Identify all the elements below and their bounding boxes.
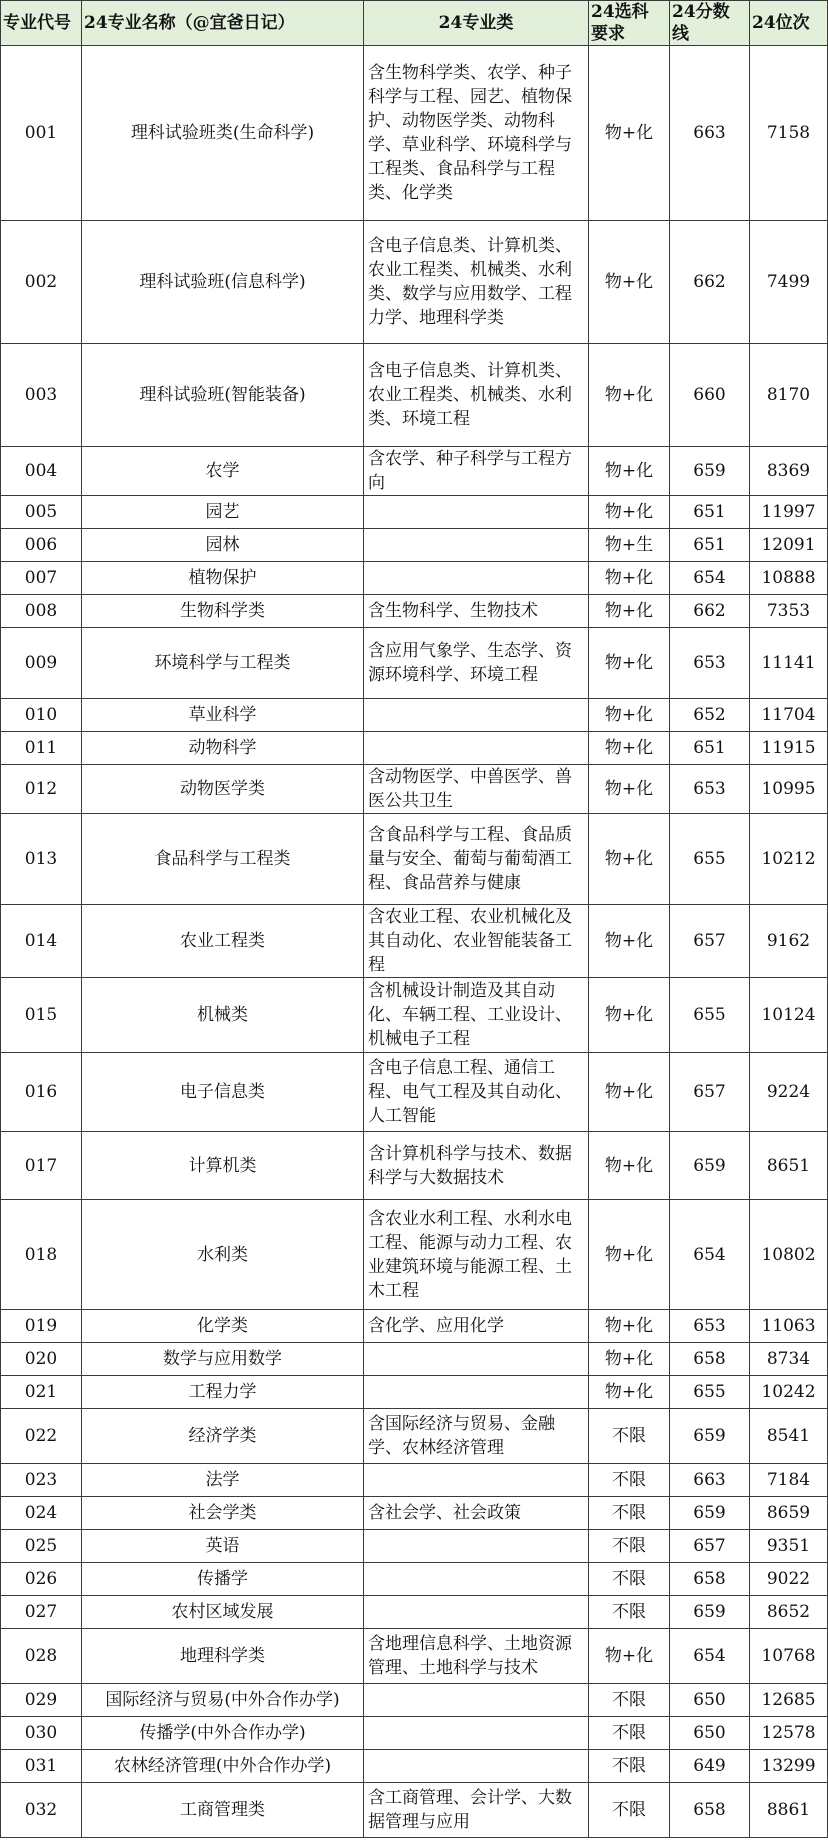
- cell-category: [364, 1717, 589, 1750]
- cell-name: 水利类: [82, 1200, 364, 1310]
- cell-score: 657: [670, 1053, 750, 1132]
- cell-category: [364, 1343, 589, 1376]
- cell-category: [364, 732, 589, 765]
- cell-requirement: 物+化: [589, 344, 670, 447]
- cell-score: 662: [670, 221, 750, 344]
- cell-score: 659: [670, 1132, 750, 1200]
- cell-category: 含地理信息科学、土地资源管理、土地科学与技术: [364, 1629, 589, 1684]
- table-row: [1, 447, 828, 496]
- table-row: [1, 1563, 828, 1596]
- cell-score: 663: [670, 1464, 750, 1497]
- cell-name: 国际经济与贸易(中外合作办学): [82, 1684, 364, 1717]
- cell-score: 651: [670, 496, 750, 529]
- cell-code: 028: [1, 1629, 82, 1684]
- cell-score: 658: [670, 1343, 750, 1376]
- cell-requirement: 物+化: [589, 1132, 670, 1200]
- table-row: [1, 562, 828, 595]
- cell-category: [364, 699, 589, 732]
- cell-rank: 9351: [750, 1530, 828, 1563]
- cell-requirement: 不限: [589, 1409, 670, 1464]
- cell-code: 007: [1, 562, 82, 595]
- cell-rank: 11997: [750, 496, 828, 529]
- table-header: [1, 1, 828, 46]
- cell-requirement: 不限: [589, 1783, 670, 1838]
- cell-score: 663: [670, 46, 750, 221]
- cell-requirement: 物+化: [589, 978, 670, 1053]
- cell-name: 化学类: [82, 1310, 364, 1343]
- cell-score: 659: [670, 1497, 750, 1530]
- cell-requirement: 物+化: [589, 46, 670, 221]
- header-row: [1, 1, 828, 46]
- cell-rank: 10242: [750, 1376, 828, 1409]
- cell-requirement: 物+化: [589, 1310, 670, 1343]
- cell-rank: 11915: [750, 732, 828, 765]
- cell-score: 650: [670, 1717, 750, 1750]
- cell-name: 生物科学类: [82, 595, 364, 628]
- cell-name: 植物保护: [82, 562, 364, 595]
- cell-code: 006: [1, 529, 82, 562]
- cell-name: 传播学(中外合作办学): [82, 1717, 364, 1750]
- cell-name: 工商管理类: [82, 1783, 364, 1838]
- cell-name: 草业科学: [82, 699, 364, 732]
- cell-requirement: 物+化: [589, 699, 670, 732]
- table-row: [1, 1783, 828, 1838]
- cell-requirement: 不限: [589, 1596, 670, 1629]
- cell-code: 015: [1, 978, 82, 1053]
- table-row: [1, 1409, 828, 1464]
- cell-score: 655: [670, 1376, 750, 1409]
- cell-name: 机械类: [82, 978, 364, 1053]
- cell-name: 地理科学类: [82, 1629, 364, 1684]
- table-row: [1, 344, 828, 447]
- cell-code: 001: [1, 46, 82, 221]
- cell-category: 含电子信息类、计算机类、农业工程类、机械类、水利类、数学与应用数学、工程力学、地理科学类: [364, 221, 589, 344]
- cell-requirement: 物+化: [589, 732, 670, 765]
- cell-rank: 7158: [750, 46, 828, 221]
- cell-score: 660: [670, 344, 750, 447]
- cell-code: 016: [1, 1053, 82, 1132]
- table-row: [1, 905, 828, 978]
- cell-code: 010: [1, 699, 82, 732]
- cell-rank: 7184: [750, 1464, 828, 1497]
- cell-code: 025: [1, 1530, 82, 1563]
- table-row: [1, 628, 828, 699]
- cell-rank: 8170: [750, 344, 828, 447]
- cell-rank: 11063: [750, 1310, 828, 1343]
- cell-score: 655: [670, 814, 750, 905]
- cell-score: 662: [670, 595, 750, 628]
- cell-rank: 11141: [750, 628, 828, 699]
- cell-name: 社会学类: [82, 1497, 364, 1530]
- table-row: [1, 1053, 828, 1132]
- header-rank: 24位次: [750, 1, 828, 46]
- cell-code: 012: [1, 765, 82, 814]
- cell-requirement: 物+生: [589, 529, 670, 562]
- cell-score: 653: [670, 765, 750, 814]
- cell-code: 020: [1, 1343, 82, 1376]
- cell-name: 农学: [82, 447, 364, 496]
- cell-rank: 7499: [750, 221, 828, 344]
- cell-code: 022: [1, 1409, 82, 1464]
- header-code: 专业代号: [1, 1, 82, 46]
- table-row: [1, 1200, 828, 1310]
- cell-score: 651: [670, 529, 750, 562]
- cell-rank: 11704: [750, 699, 828, 732]
- cell-code: 026: [1, 1563, 82, 1596]
- cell-category: [364, 1530, 589, 1563]
- cell-requirement: 物+化: [589, 1376, 670, 1409]
- cell-requirement: 物+化: [589, 1629, 670, 1684]
- cell-category: [364, 1596, 589, 1629]
- cell-rank: 10888: [750, 562, 828, 595]
- cell-requirement: 物+化: [589, 595, 670, 628]
- table-row: [1, 1310, 828, 1343]
- cell-code: 005: [1, 496, 82, 529]
- cell-code: 013: [1, 814, 82, 905]
- cell-rank: 12578: [750, 1717, 828, 1750]
- cell-category: 含食品科学与工程、食品质量与安全、葡萄与葡萄酒工程、食品营养与健康: [364, 814, 589, 905]
- cell-category: [364, 1750, 589, 1783]
- cell-rank: 7353: [750, 595, 828, 628]
- cell-name: 数学与应用数学: [82, 1343, 364, 1376]
- table-row: [1, 1343, 828, 1376]
- table-row: [1, 1530, 828, 1563]
- table-row: [1, 221, 828, 344]
- cell-name: 电子信息类: [82, 1053, 364, 1132]
- cell-rank: 8541: [750, 1409, 828, 1464]
- cell-score: 659: [670, 447, 750, 496]
- cell-category: 含农学、种子科学与工程方向: [364, 447, 589, 496]
- cell-category: 含工商管理、会计学、大数据管理与应用: [364, 1783, 589, 1838]
- cell-requirement: 物+化: [589, 1053, 670, 1132]
- cell-code: 019: [1, 1310, 82, 1343]
- cell-name: 环境科学与工程类: [82, 628, 364, 699]
- cell-category: [364, 529, 589, 562]
- cell-category: 含农业水利工程、水利水电工程、能源与动力工程、农业建筑环境与能源工程、土木工程: [364, 1200, 589, 1310]
- cell-category: 含机械设计制造及其自动化、车辆工程、工业设计、机械电子工程: [364, 978, 589, 1053]
- header-score: 24分数线: [670, 1, 750, 46]
- header-requirement: 24选科要求: [589, 1, 670, 46]
- cell-code: 009: [1, 628, 82, 699]
- cell-score: 655: [670, 978, 750, 1053]
- cell-category: 含计算机科学与技术、数据科学与大数据技术: [364, 1132, 589, 1200]
- cell-rank: 9224: [750, 1053, 828, 1132]
- cell-score: 652: [670, 699, 750, 732]
- table-row: [1, 765, 828, 814]
- header-category: 24专业类: [364, 1, 589, 46]
- cell-name: 园林: [82, 529, 364, 562]
- cell-score: 654: [670, 562, 750, 595]
- cell-rank: 12091: [750, 529, 828, 562]
- cell-requirement: 物+化: [589, 905, 670, 978]
- table-row: [1, 732, 828, 765]
- cell-code: 014: [1, 905, 82, 978]
- cell-name: 传播学: [82, 1563, 364, 1596]
- cell-score: 654: [670, 1629, 750, 1684]
- cell-score: 649: [670, 1750, 750, 1783]
- cell-category: 含电子信息类、计算机类、农业工程类、机械类、水利类、环境工程: [364, 344, 589, 447]
- table-row: [1, 1497, 828, 1530]
- table-row: [1, 1750, 828, 1783]
- table-row: [1, 1629, 828, 1684]
- cell-rank: 8659: [750, 1497, 828, 1530]
- table-row: [1, 529, 828, 562]
- cell-code: 017: [1, 1132, 82, 1200]
- table-row: [1, 496, 828, 529]
- cell-requirement: 不限: [589, 1530, 670, 1563]
- table-row: [1, 699, 828, 732]
- cell-category: 含应用气象学、生态学、资源环境科学、环境工程: [364, 628, 589, 699]
- cell-rank: 13299: [750, 1750, 828, 1783]
- cell-name: 农林经济管理(中外合作办学): [82, 1750, 364, 1783]
- table-row: [1, 814, 828, 905]
- cell-rank: 8369: [750, 447, 828, 496]
- cell-category: 含化学、应用化学: [364, 1310, 589, 1343]
- cell-category: [364, 496, 589, 529]
- cell-code: 018: [1, 1200, 82, 1310]
- cell-category: [364, 1563, 589, 1596]
- cell-score: 651: [670, 732, 750, 765]
- table-row: [1, 1132, 828, 1200]
- cell-name: 园艺: [82, 496, 364, 529]
- cell-requirement: 物+化: [589, 221, 670, 344]
- cell-code: 032: [1, 1783, 82, 1838]
- cell-rank: 8861: [750, 1783, 828, 1838]
- cell-name: 农业工程类: [82, 905, 364, 978]
- cell-name: 食品科学与工程类: [82, 814, 364, 905]
- cell-name: 工程力学: [82, 1376, 364, 1409]
- cell-code: 024: [1, 1497, 82, 1530]
- table-row: [1, 1717, 828, 1750]
- table-row: [1, 978, 828, 1053]
- cell-rank: 12685: [750, 1684, 828, 1717]
- cell-category: 含电子信息工程、通信工程、电气工程及其自动化、人工智能: [364, 1053, 589, 1132]
- cell-name: 法学: [82, 1464, 364, 1497]
- cell-category: [364, 562, 589, 595]
- cell-name: 计算机类: [82, 1132, 364, 1200]
- table-row: [1, 595, 828, 628]
- cell-category: 含生物科学类、农学、种子科学与工程、园艺、植物保护、动物医学类、动物科学、草业科学、环境科学与工程类、食品科学与工程类、化学类: [364, 46, 589, 221]
- cell-name: 经济学类: [82, 1409, 364, 1464]
- table-row: [1, 1684, 828, 1717]
- cell-requirement: 不限: [589, 1684, 670, 1717]
- cell-score: 658: [670, 1563, 750, 1596]
- cell-rank: 8652: [750, 1596, 828, 1629]
- cell-code: 002: [1, 221, 82, 344]
- cell-rank: 10212: [750, 814, 828, 905]
- cell-code: 029: [1, 1684, 82, 1717]
- cell-requirement: 物+化: [589, 496, 670, 529]
- cell-rank: 8734: [750, 1343, 828, 1376]
- cell-name: 动物科学: [82, 732, 364, 765]
- table-row: [1, 1596, 828, 1629]
- cell-code: 027: [1, 1596, 82, 1629]
- cell-code: 008: [1, 595, 82, 628]
- cell-code: 003: [1, 344, 82, 447]
- cell-code: 030: [1, 1717, 82, 1750]
- cell-name: 理科试验班类(生命科学): [82, 46, 364, 221]
- cell-requirement: 不限: [589, 1464, 670, 1497]
- table-row: [1, 46, 828, 221]
- cell-score: 653: [670, 628, 750, 699]
- cell-rank: 9022: [750, 1563, 828, 1596]
- cell-requirement: 物+化: [589, 447, 670, 496]
- cell-score: 658: [670, 1783, 750, 1838]
- cell-score: 654: [670, 1200, 750, 1310]
- cell-rank: 9162: [750, 905, 828, 978]
- header-name: 24专业名称（@宜爸日记）: [82, 1, 364, 46]
- cell-name: 农村区域发展: [82, 1596, 364, 1629]
- table-row: [1, 1464, 828, 1497]
- table-body: [1, 46, 828, 1838]
- cell-code: 021: [1, 1376, 82, 1409]
- cell-code: 023: [1, 1464, 82, 1497]
- cell-category: [364, 1464, 589, 1497]
- cell-category: [364, 1684, 589, 1717]
- cell-requirement: 物+化: [589, 765, 670, 814]
- cell-rank: 10802: [750, 1200, 828, 1310]
- cell-score: 657: [670, 1530, 750, 1563]
- cell-requirement: 不限: [589, 1750, 670, 1783]
- cell-score: 657: [670, 905, 750, 978]
- cell-rank: 10768: [750, 1629, 828, 1684]
- cell-rank: 8651: [750, 1132, 828, 1200]
- cell-requirement: 物+化: [589, 1200, 670, 1310]
- cell-rank: 10124: [750, 978, 828, 1053]
- cell-requirement: 物+化: [589, 562, 670, 595]
- cell-category: 含国际经济与贸易、金融学、农林经济管理: [364, 1409, 589, 1464]
- cell-score: 653: [670, 1310, 750, 1343]
- cell-code: 004: [1, 447, 82, 496]
- cell-score: 650: [670, 1684, 750, 1717]
- cell-score: 659: [670, 1409, 750, 1464]
- cell-requirement: 物+化: [589, 1343, 670, 1376]
- cell-rank: 10995: [750, 765, 828, 814]
- cell-category: 含生物科学、生物技术: [364, 595, 589, 628]
- table-row: [1, 1376, 828, 1409]
- cell-requirement: 物+化: [589, 628, 670, 699]
- cell-requirement: 不限: [589, 1497, 670, 1530]
- cell-category: 含动物医学、中兽医学、兽医公共卫生: [364, 765, 589, 814]
- cell-requirement: 不限: [589, 1563, 670, 1596]
- cell-name: 英语: [82, 1530, 364, 1563]
- cell-category: 含社会学、社会政策: [364, 1497, 589, 1530]
- cell-category: [364, 1376, 589, 1409]
- cell-name: 动物医学类: [82, 765, 364, 814]
- cell-requirement: 不限: [589, 1717, 670, 1750]
- cell-requirement: 物+化: [589, 814, 670, 905]
- cell-code: 011: [1, 732, 82, 765]
- cell-code: 031: [1, 1750, 82, 1783]
- cell-category: 含农业工程、农业机械化及其自动化、农业智能装备工程: [364, 905, 589, 978]
- cell-name: 理科试验班(信息科学): [82, 221, 364, 344]
- cell-score: 659: [670, 1596, 750, 1629]
- cell-name: 理科试验班(智能装备): [82, 344, 364, 447]
